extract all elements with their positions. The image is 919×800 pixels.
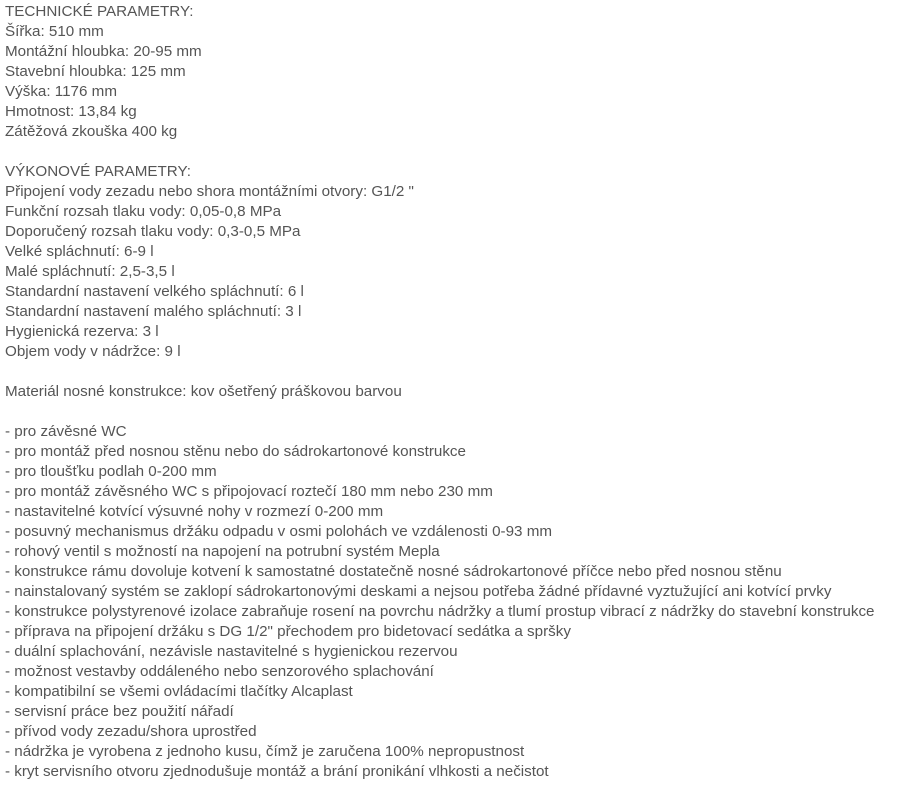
- technical-weight: Hmotnost: 13,84 kg: [5, 103, 137, 120]
- technical-height: Výška: 1176 mm: [5, 83, 117, 100]
- performance-water-connection: Připojení vody zezadu nebo shora montážními otvory: G1/2 ": [5, 183, 414, 200]
- list-item: - kompatibilní se všemi ovládacími tlačítky Alcaplast: [5, 683, 353, 700]
- list-item: - pro závěsné WC: [5, 423, 127, 440]
- list-item: - pro tloušťku podlah 0-200 mm: [5, 463, 217, 480]
- list-item: - rohový ventil s možností na napojení na potrubní systém Mepla: [5, 543, 440, 560]
- spacer: [5, 142, 917, 162]
- technical-heading: TECHNICKÉ PARAMETRY:: [5, 3, 194, 20]
- performance-default-small-flush: Standardní nastavení malého spláchnutí: 3 l: [5, 303, 302, 320]
- technical-build-depth: Stavební hloubka: 125 mm: [5, 63, 186, 80]
- list-item: - přívod vody zezadu/shora uprostřed: [5, 723, 257, 740]
- performance-hygienic-reserve: Hygienická rezerva: 3 l: [5, 323, 159, 340]
- list-item: - nastavitelné kotvící výsuvné nohy v rozmezí 0-200 mm: [5, 503, 384, 520]
- technical-load-test: Zátěžová zkouška 400 kg: [5, 123, 178, 140]
- technical-mounting-depth: Montážní hloubka: 20-95 mm: [5, 43, 202, 60]
- list-item: - duální splachování, nezávisle nastavitelné s hygienickou rezervou: [5, 643, 458, 660]
- list-item: - nainstalovaný systém se zaklopí sádrokartonovými deskami a nejsou potřeba žádné přídavné vyztužující ani kotvící prvky: [5, 583, 832, 600]
- list-item: - možnost vestavby oddáleného nebo senzorového splachování: [5, 663, 434, 680]
- list-item: - příprava na připojení držáku s DG 1/2" přechodem pro bidetovací sedátka a spršky: [5, 623, 571, 640]
- technical-width: Šířka: 510 mm: [5, 23, 104, 40]
- list-item: - konstrukce rámu dovoluje kotvení k samostatné dostatečně nosné sádrokartonové příčce nebo před nosnou stěnu: [5, 563, 782, 580]
- performance-large-flush: Velké spláchnutí: 6-9 l: [5, 243, 154, 260]
- material-line: Materiál nosné konstrukce: kov ošetřený práškovou barvou: [5, 383, 402, 400]
- performance-tank-volume: Objem vody v nádržce: 9 l: [5, 343, 181, 360]
- list-item: - kryt servisního otvoru zjednodušuje montáž a brání pronikání vlhkosti a nečistot: [5, 763, 549, 780]
- performance-heading: VÝKONOVÉ PARAMETRY:: [5, 163, 191, 180]
- list-item: - pro montáž před nosnou stěnu nebo do sádrokartonové konstrukce: [5, 443, 466, 460]
- product-description: [5, 2, 917, 782]
- list-item: - konstrukce polystyrenové izolace zabraňuje rosení na povrchu nádržky a tlumí prostup vibrací z nádržky do stavební konstrukce: [5, 603, 875, 620]
- feature-list: [5, 422, 917, 782]
- list-item: - servisní práce bez použití nářadí: [5, 703, 234, 720]
- spacer: [5, 362, 917, 382]
- list-item: - posuvný mechanismus držáku odpadu v osmi polohách ve vzdálenosti 0-93 mm: [5, 523, 553, 540]
- list-item: - pro montáž závěsného WC s připojovací roztečí 180 mm nebo 230 mm: [5, 483, 493, 500]
- performance-pressure-range: Funkční rozsah tlaku vody: 0,05-0,8 MPa: [5, 203, 282, 220]
- performance-small-flush: Malé spláchnutí: 2,5-3,5 l: [5, 263, 175, 280]
- list-item: - nádržka je vyrobena z jednoho kusu, čímž je zaručena 100% nepropustnost: [5, 743, 525, 760]
- spacer: [5, 402, 917, 422]
- performance-default-large-flush: Standardní nastavení velkého spláchnutí: 6 l: [5, 283, 304, 300]
- performance-recommended-pressure: Doporučený rozsah tlaku vody: 0,3-0,5 MPa: [5, 223, 301, 240]
